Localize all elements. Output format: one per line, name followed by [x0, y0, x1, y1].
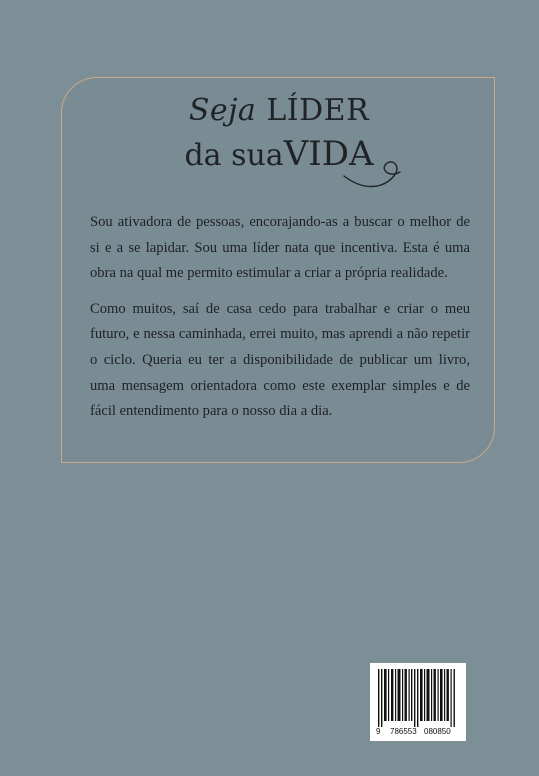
- title-line-2: [62, 132, 496, 178]
- cover-title: [62, 92, 496, 178]
- title-word-seja: Seja: [188, 93, 257, 128]
- isbn-barcode: [370, 663, 466, 741]
- barcode-bars: [370, 663, 466, 727]
- barcode-digits-right: 080850: [424, 727, 451, 736]
- title-flourish-ornament: [342, 156, 412, 196]
- title-word-lider: LÍDER: [266, 93, 370, 128]
- synopsis: [90, 210, 470, 435]
- title-line-1: [62, 92, 496, 130]
- barcode-digits-left: 786553: [390, 727, 417, 736]
- title-word-vida: VIDA: [283, 134, 374, 174]
- synopsis-paragraph-2: Como muitos, saí de casa cedo para trabalhar e criar o meu futuro, e nessa caminhada, errei muito, mas aprendi a não repetir o ciclo. Queria eu ter a disponibilidade de publicar um livro, uma mensagem orientadora como este exemplar simples e de fácil entendimento para o nosso dia a dia.: [90, 300, 470, 420]
- text-panel: [61, 77, 495, 463]
- barcode-digit-first: 9: [376, 727, 381, 736]
- title-word-da-sua: da sua: [184, 138, 284, 173]
- synopsis-paragraph-1: Sou ativadora de pessoas, encorajando-as a buscar o melhor de si e a se lapidar. Sou uma líder nata que incentiva. Esta é uma obra na qual me permito estimular a criar a própria realidade.: [90, 214, 470, 282]
